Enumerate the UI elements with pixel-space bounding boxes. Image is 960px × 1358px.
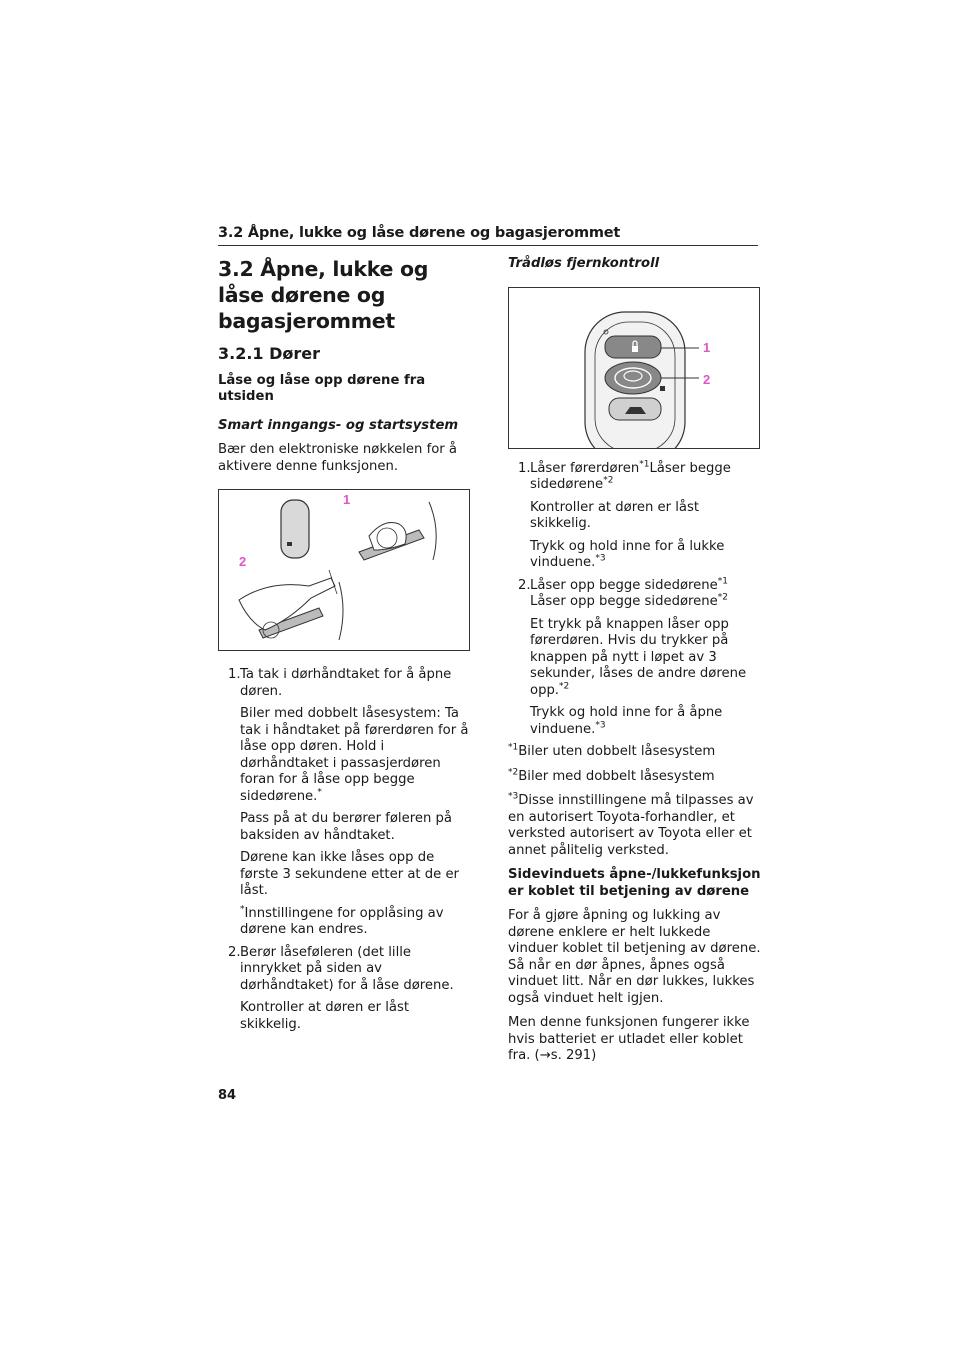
window-function-note: Men denne funksjonen fungerer ikke hvis batteriet er utladet eller koblet fra. (→s. 291) (508, 1015, 750, 1063)
remote-heading: Trådløs fjernkontroll (508, 256, 660, 271)
window-function-text: For å gjøre åpning og lukking av dørene enklere er helt lukkede vinduer koblet til betjening av dørene. Så når en dør åpnes, åpnes også vinduet litt. Når en dør lukkes, lukkes også vinduet helt igjen. (508, 908, 761, 1006)
callout-1: 1 (703, 339, 711, 355)
list-item (218, 667, 470, 939)
step-note: Kontroller at døren er låst skikkelig. (530, 499, 700, 531)
topic-heading: Låse og låse opp dørene fra utsiden (218, 372, 426, 404)
remote-steps (508, 461, 762, 739)
list-item (508, 461, 762, 572)
callout-1: 1 (343, 492, 351, 507)
step-text: Låser førerdøren$^{*1}$Låser begge sidedørene$^{*2}$ (530, 459, 731, 492)
door-handle-illustration (218, 489, 470, 651)
exterior-steps (218, 667, 470, 1033)
item-number: 2. (518, 577, 531, 593)
list-item (508, 578, 762, 739)
intro-text: Bær den elektroniske nøkkelen for å aktivere denne funksjonen. (218, 442, 457, 474)
section-title: 3.2 Åpne, lukke og låse dørene og bagasjerommet (218, 257, 429, 333)
step-note: Dørene kan ikke låses opp de første 3 sekundene etter at de er låst. (240, 850, 459, 898)
callout-2: 2 (239, 554, 247, 569)
page-number: 84 (218, 1088, 237, 1103)
step-note: Biler med dobbelt låsesystem: Ta tak i håndtaket på førerdøren for å låse opp døren. Hold i dørhåndtaket i passasjerdøren foran for å låse opp begge sidedørene.* (240, 706, 469, 804)
step-note: Kontroller at døren er låst skikkelig. (240, 1000, 410, 1032)
step-note: Et trykk på knappen låser opp førerdøren. Hvis du trykker på knappen på nytt i løpet av 3 sekunder, låses de andre dørene opp.$^{*2}$ (530, 616, 747, 698)
step-note: *Innstillingene for opplåsing av dørene kan endres. (240, 904, 444, 937)
system-heading: Smart inngangs- og startsystem (218, 417, 459, 433)
item-number: 2. (228, 944, 241, 960)
step-text: Berør låseføleren (det lille innrykket på siden av dørhåndtaket) for å låse dørene. (240, 944, 454, 993)
item-number: 1. (518, 460, 531, 476)
step-note: Pass på at du berører føleren på baksiden av håndtaket. (240, 811, 452, 843)
footnote: $^{*3}$Disse innstillingene må tilpasses av en autorisert Toyota-forhandler, et verksted autorisert av Toyota eller et annet pålitelig verksted. (508, 791, 754, 858)
footnote: $^{*2}$Biler med dobbelt låsesystem (508, 767, 715, 784)
list-item (218, 945, 470, 1034)
step-note: Trykk og hold inne for å lukke vinduene.$^{*3}$ (530, 538, 725, 570)
door-handle-drawing (219, 490, 469, 650)
step-text: Ta tak i dørhåndtaket for å åpne døren. (240, 667, 452, 699)
subsection-title: 3.2.1 Dører (218, 344, 321, 363)
running-header: 3.2 Åpne, lukke og låse dørene og bagasjerommet (218, 225, 758, 246)
item-number: 1. (228, 667, 241, 682)
window-function-heading: Sidevinduets åpne-/lukkefunksjon er koblet til betjening av dørene (508, 867, 761, 899)
step-note: Trykk og hold inne for å åpne vinduene.$^{*3}$ (530, 705, 723, 737)
footnote: $^{*1}$Biler uten dobbelt låsesystem (508, 742, 716, 759)
callout-2: 2 (703, 371, 711, 387)
remote-drawing (509, 288, 759, 448)
left-column (218, 256, 470, 1039)
right-column (508, 256, 762, 1073)
remote-illustration (508, 287, 760, 449)
step-text: Låser opp begge sidedørene$^{*1}$ Låser opp begge sidedørene$^{*2}$ (530, 576, 728, 609)
